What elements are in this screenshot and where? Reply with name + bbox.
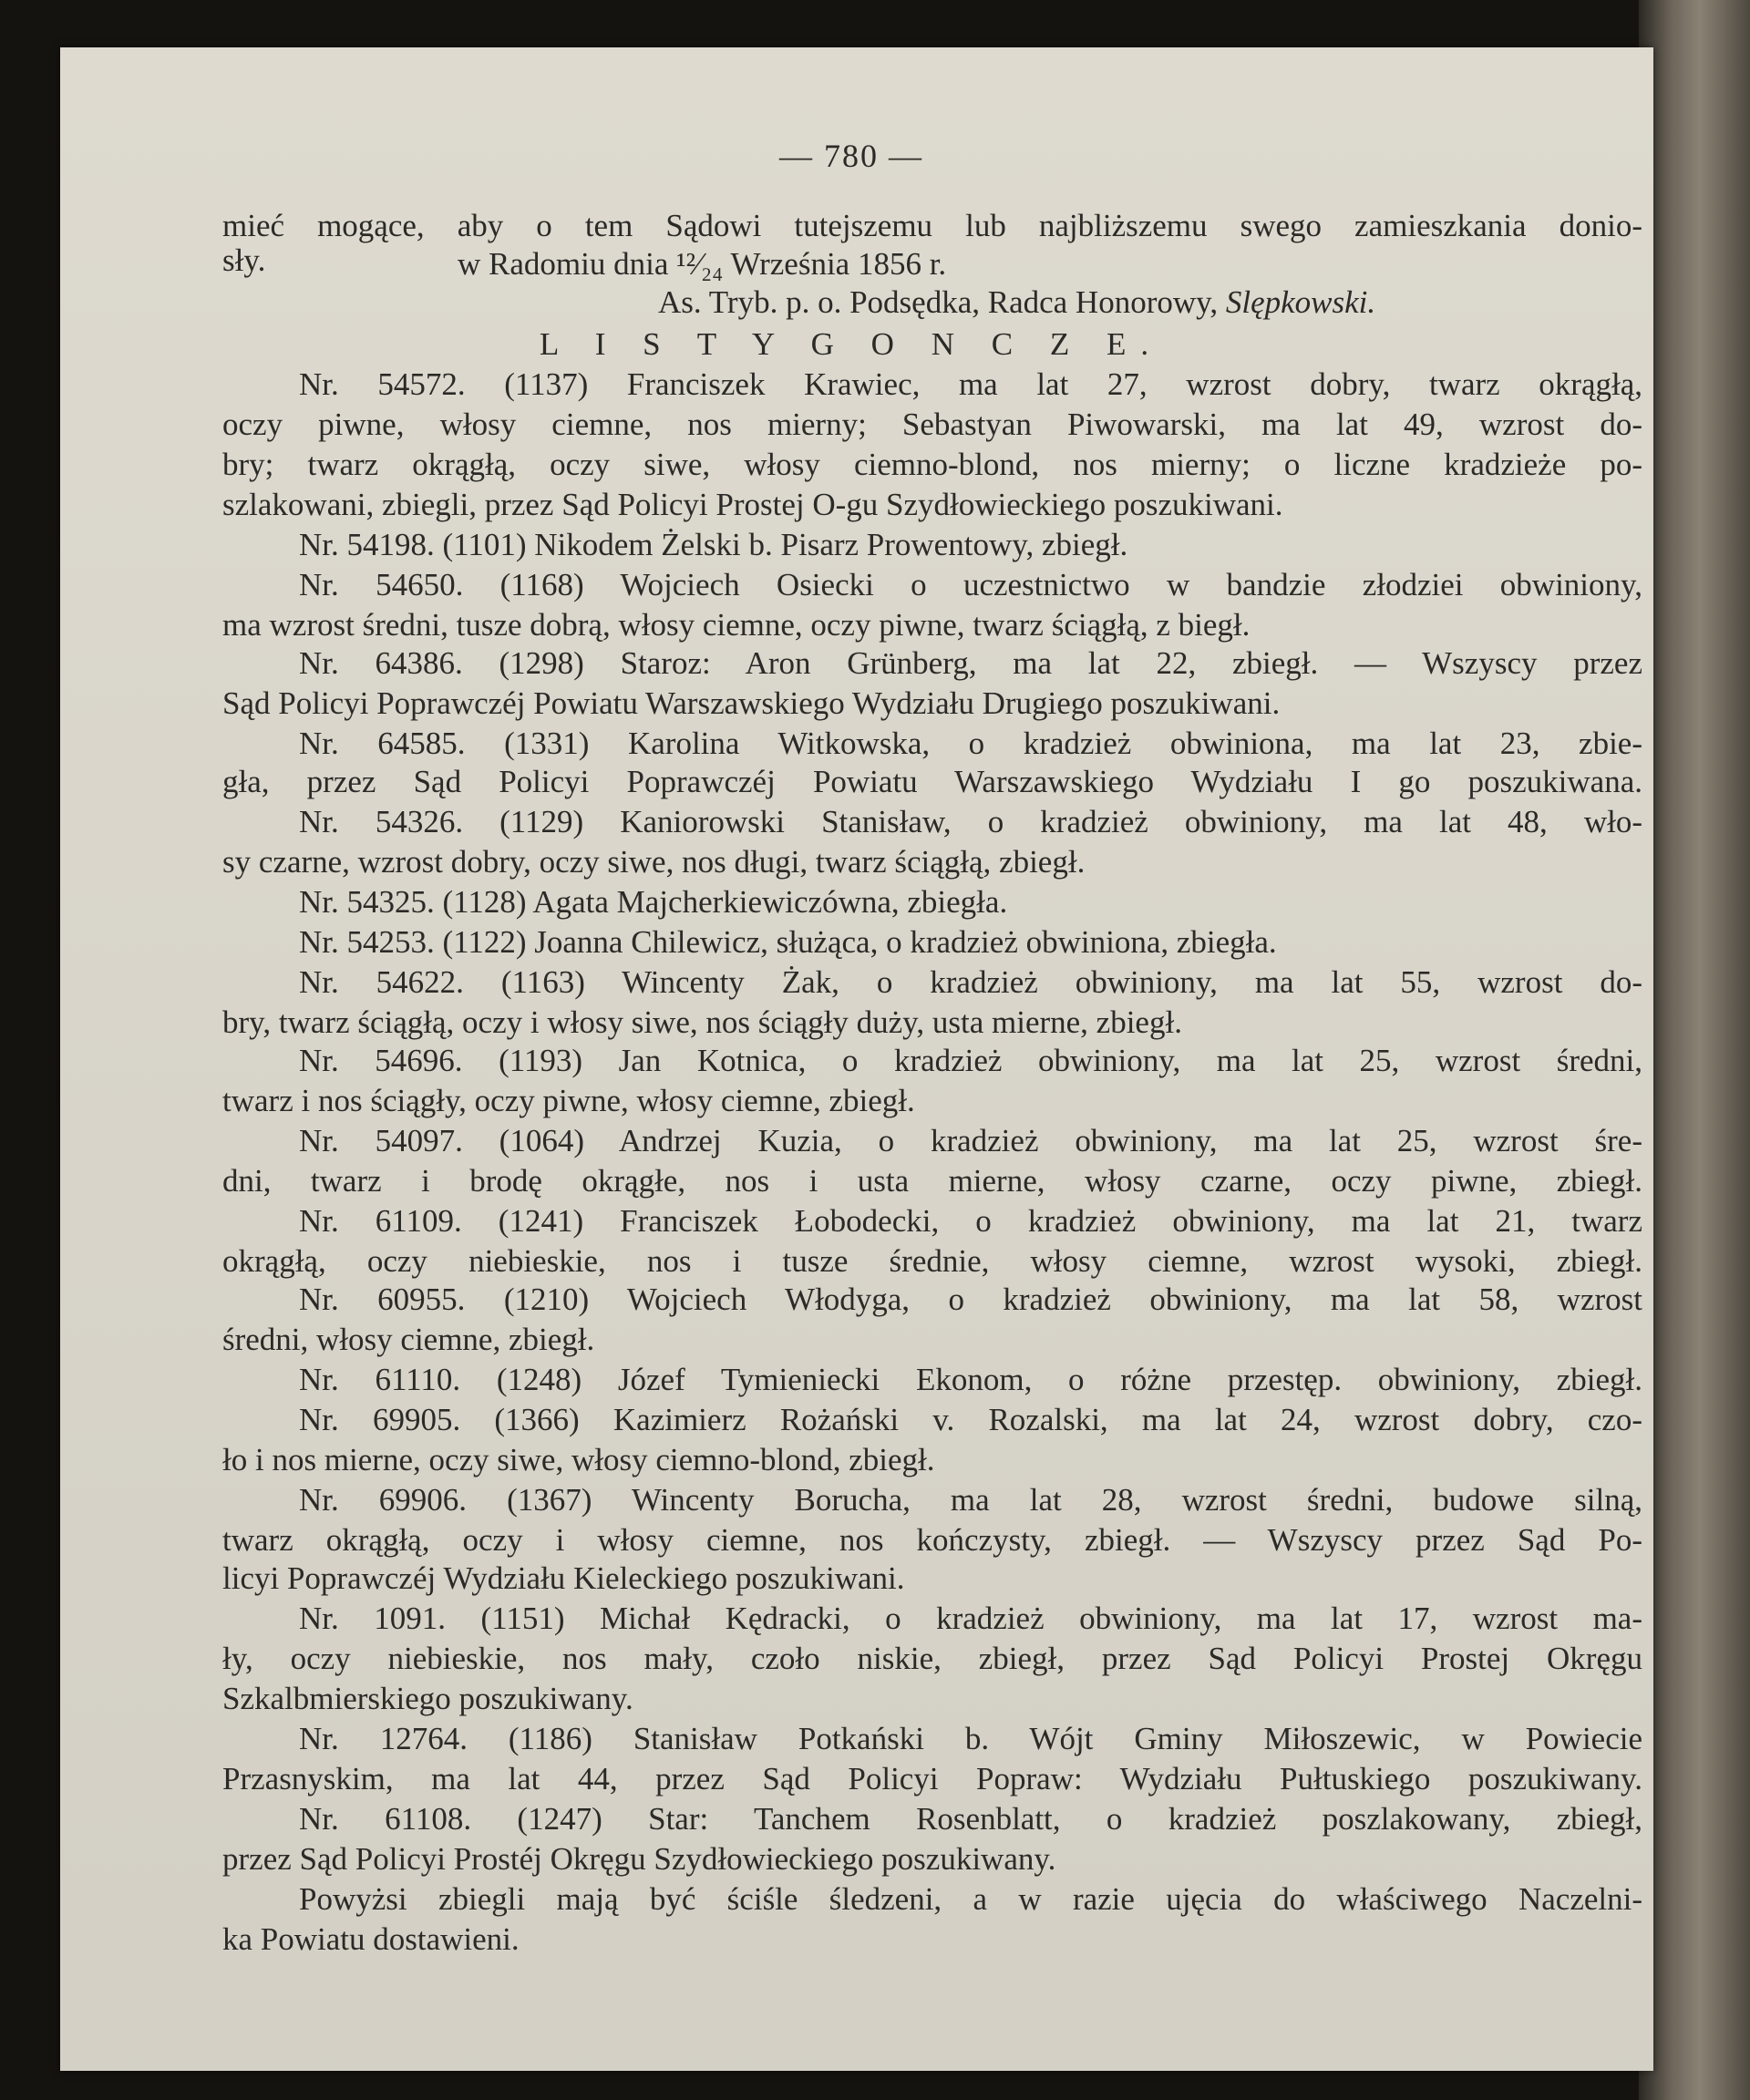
text-line: ło i nos mierne, oczy siwe, włosy ciemno-blond, zbiegł. — [222, 1442, 935, 1477]
text-line: twarz i nos ściągły, oczy piwne, włosy ciemne, zbiegł. — [222, 1083, 915, 1118]
text-line: Nr. 54622. (1163) Wincenty Żak, o kradzież obwiniony, ma lat 55, wzrost do- — [299, 964, 1642, 1000]
text-line: bry; twarz okrągłą, oczy siwe, włosy ciemno-blond, nos mierny; o liczne kradzieże po- — [222, 447, 1642, 482]
text-line: Nr. 54325. (1128) Agata Majcherkiewiczówna, zbiegła. — [299, 884, 1008, 920]
text-line: Nr. 54253. (1122) Joanna Chilewicz, służąca, o kradzież obwiniona, zbiegła. — [299, 924, 1277, 960]
text-line: Powyżsi zbiegli mają być ściśle śledzeni, a w razie ujęcia do właściwego Naczelni- — [299, 1881, 1642, 1917]
text-line: ma wzrost średni, tusze dobrą, włosy ciemne, oczy piwne, twarz ściągłą, z biegł. — [222, 607, 1251, 643]
text-line: Sąd Policyi Poprawczéj Powiatu Warszawskiego Wydziału Drugiego poszukiwani. — [222, 685, 1281, 721]
text-line: Nr. 54097. (1064) Andrzej Kuzia, o kradzież obwiniony, ma lat 25, wzrost śre- — [299, 1123, 1642, 1158]
text-line: w Radomiu dnia ¹²⁄₂₄ Września 1856 r. — [458, 246, 947, 282]
text-line: sły. — [222, 242, 266, 278]
page-number: — 780 — — [779, 138, 923, 174]
text-line: Nr. 64585. (1331) Karolina Witkowska, o kradzież obwiniona, ma lat 23, zbie- — [299, 726, 1642, 761]
text-line — [658, 284, 1375, 321]
text-line: Nr. 54696. (1193) Jan Kotnica, o kradzież obwiniony, ma lat 25, wzrost średni, — [299, 1043, 1642, 1078]
text-line: dni, twarz i brodę okrągłe, nos i usta mierne, włosy czarne, oczy piwne, zbiegł. — [222, 1163, 1642, 1199]
text-line: Nr. 54326. (1129) Kaniorowski Stanisław, o kradzież obwiniony, ma lat 48, wło- — [299, 804, 1642, 839]
text-line: Nr. 69906. (1367) Wincenty Boruchа, ma lat 28, wzrost średni, budowe silną, — [299, 1482, 1642, 1518]
text-line: Nr. 60955. (1210) Wojciech Włodyga, o kradzież obwiniony, ma lat 58, wzrost — [299, 1282, 1642, 1317]
section-heading: L I S T Y G O N C Z E. — [539, 326, 1164, 362]
text-line: Nr. 61108. (1247) Star: Tanchem Rosenblatt, o kradzież poszlakowany, zbiegł, — [299, 1801, 1642, 1837]
text-line: szlakowani, zbiegli, przez Sąd Policyi Prostej O-gu Szydłowieckiego poszukiwani. — [222, 487, 1283, 522]
adjacent-page-edge — [1639, 0, 1750, 2100]
text-line: Nr. 54198. (1101) Nikodem Żelski b. Pisarz Prowentowy, zbiegł. — [299, 527, 1128, 562]
text-line: gła, przez Sąd Policyi Poprawczéj Powiatu Warszawskiego Wydziału I go poszukiwana. — [222, 764, 1642, 799]
text-line: Przasnyskim, ma lat 44, przez Sąd Policyi Popraw: Wydziału Pułtuskiego poszukiwany. — [222, 1761, 1642, 1796]
text-line: Nr. 64386. (1298) Staroz: Aron Grünberg, ma lat 22, zbiegł. — Wszyscy przez — [299, 645, 1642, 681]
signature-role: As. Tryb. p. o. Podsędka, Radca Honorowy, — [658, 284, 1219, 320]
text-line: Szkalbmierskiego poszukiwany. — [222, 1681, 633, 1716]
text-line: bry, twarz ściągłą, oczy i włosy siwe, nos ściągły duży, usta mierne, zbiegł. — [222, 1004, 1182, 1040]
text-line: ka Powiatu dostawieni. — [222, 1921, 520, 1957]
text-line: mieć mogące, aby o tem Sądowi tutejszemu lub najbliższemu swego zamieszkania donio- — [222, 208, 1642, 243]
text-line: twarz okrągłą, oczy i włosy ciemne, nos kończysty, zbiegł. — Wszyscy przez Sąd Po- — [222, 1522, 1642, 1558]
text-line: okrągłą, oczy niebieskie, nos i tusze średnie, włosy ciemne, wzrost wysoki, zbiegł. — [222, 1243, 1642, 1279]
text-line: oczy piwne, włosy ciemne, nos mierny; Sebastyan Piwowarski, ma lat 49, wzrost do- — [222, 407, 1642, 442]
text-line: Nr. 1091. (1151) Michał Kędracki, o kradzież obwiniony, ma lat 17, wzrost ma- — [299, 1601, 1642, 1636]
text-line: Nr. 61110. (1248) Józef Tymieniecki Ekonom, o różne przestęp. obwiniony, zbiegł. — [299, 1362, 1642, 1397]
text-line: Nr. 61109. (1241) Franciszek Łobodecki, o kradzież obwiniony, ma lat 21, twarz — [299, 1203, 1642, 1239]
text-line: Nr. 54572. (1137) Franciszek Krawiec, ma lat 27, wzrost dobry, twarz okrągłą, — [299, 366, 1642, 402]
text-line: licyi Poprawczéj Wydziału Kieleckiego poszukiwani. — [222, 1560, 905, 1596]
text-line: Nr. 12764. (1186) Stanisław Potkański b. Wójt Gminy Miłoszewic, w Powiecie — [299, 1721, 1642, 1756]
text-line: średni, włosy ciemne, zbiegł. — [222, 1322, 595, 1357]
text-line: Nr. 54650. (1168) Wojciech Osiecki o uczestnictwo w bandzie złodziei obwiniony, — [299, 567, 1642, 602]
signature-name: Slępkowski. — [1225, 284, 1376, 320]
document-page — [60, 47, 1653, 2071]
text-line: przez Sąd Policyi Prostéj Okręgu Szydłowieckiego poszukiwany. — [222, 1841, 1056, 1877]
text-line: ły, oczy niebieskie, nos mały, czoło niskie, zbiegł, przez Sąd Policyi Prostej Okręgu — [222, 1641, 1642, 1676]
text-line: Nr. 69905. (1366) Kazimierz Rożański v. Rozalski, ma lat 24, wzrost dobry, czo- — [299, 1402, 1642, 1437]
text-line: sy czarne, wzrost dobry, oczy siwe, nos długi, twarz ściągłą, zbiegł. — [222, 844, 1086, 880]
